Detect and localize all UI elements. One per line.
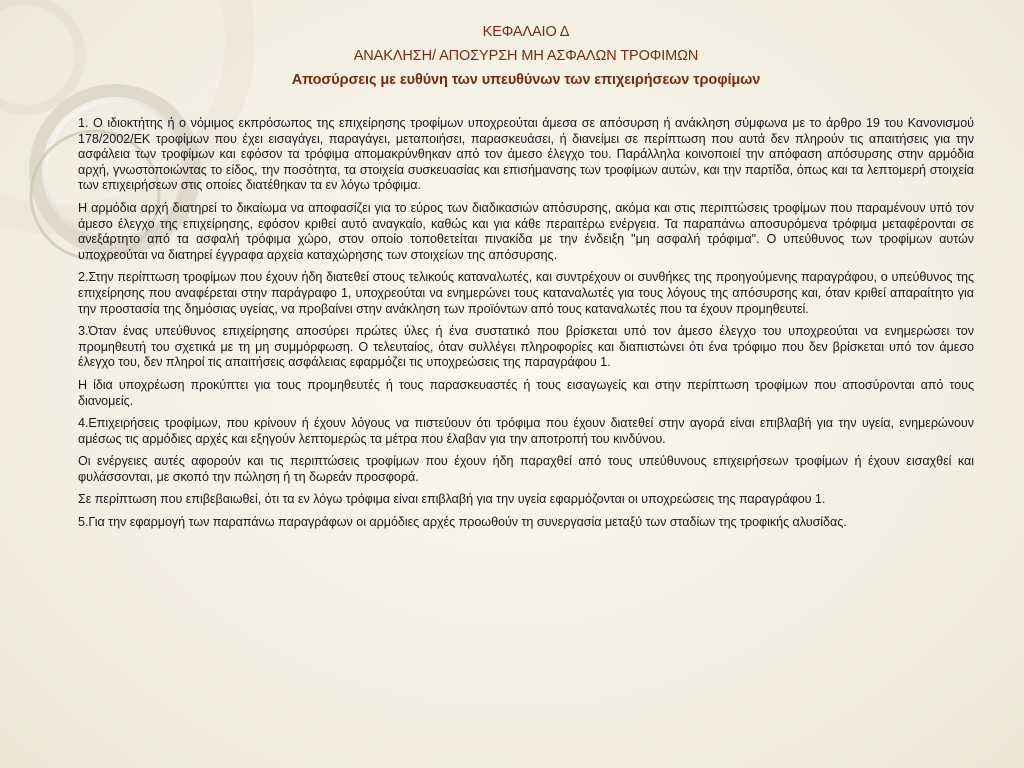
chapter-title: ΚΕΦΑΛΑΙΟ Δ bbox=[482, 24, 570, 40]
paragraph: Σε περίπτωση που επιβεβαιωθεί, ότι τα εν λόγω τρόφιμα είναι επιβλαβή για την υγεία εφαρμόζονται οι υποχρεώσεις της παραγράφου 1. bbox=[78, 492, 826, 507]
paragraph: Η ίδια υποχρέωση προκύπτει για τους προμηθευτές ή τους παρασκευαστές ή τους εισαγωγείς και στην περίπτωση τροφίμων που αποσύρονται από τους διανομείς. bbox=[78, 377, 974, 408]
section-subtitle: Αποσύρσεις με ευθύνη των υπευθύνων των επιχειρήσεων τροφίμων bbox=[291, 72, 761, 88]
paragraph: 1. Ο ιδιοκτήτης ή ο νόμιμος εκπρόσωπος της επιχείρησης τροφίμων υποχρεούται άμεσα σε απόσυρση ή ανάκληση σύμφωνα με το άρθρο 19 του Κανονισμού 178/2002/ΕΚ τροφίμων που έχει εισαγάγει, παραγάγει, μεταποιήσει, παρασκευάσει, ή διανείμει σε περίπτωση που αυτά δεν πληρούν τις απαιτήσεις για την ασφάλεια των τροφίμων και εφόσον τα τρόφιμα απομακρύνθηκαν από τον άμεσο έλεγχο του. Παράλληλα κοινοποιεί την απόφαση απόσυρσης στην αρμόδια αρχή, γνωστοποιώντας το είδος, την ποσότητα, τα στοιχεία συσκευασίας και επισήμανσης των τροφίμων αυτών, και την παρτίδα, όπως και τα λεπτομερή στοιχεία των επιχειρήσεων στις οποίες διατέθηκαν τα εν λόγω τρόφιμα. bbox=[78, 116, 974, 193]
paragraph: 4.Επιχειρήσεις τροφίμων, που κρίνουν ή έχουν λόγους να πιστεύουν ότι τρόφιμα που έχουν διατεθεί στην αγορά είναι επιβλαβή για την υγεία, ενημερώνουν αμέσως τις αρμόδιες αρχές και εξηγούν λεπτομερώς τα μέτρα που έλαβαν για την αποτροπή του κινδύνου. bbox=[78, 416, 974, 446]
paragraph: Η αρμόδια αρχή διατηρεί το δικαίωμα να αποφασίζει για το εύρος των διαδικασιών απόσυρσης, ακόμα και στις περιπτώσεις τροφίμων που παραμένουν υπό τον άμεσο έλεγχο της επιχείρησης, εφόσον κριθεί αυτό αναγκαίο, καθώς και για κάθε περαιτέρω ενέργεια. Τα παραπάνω αποσυρόμενα τρόφιμα μεταφέρονται σε ανεξάρτητο από τα ασφαλή τρόφιμα χώρο, στον οποίο τοποθετείται πινακίδα με την ένδειξη "μη ασφαλή τρόφιμα". Ο υπεύθυνος των τροφίμων αυτών υποχρεούται να διατηρεί έγγραφα αρχεία καταχώρησης των στοιχείων της απόσυρσης. bbox=[78, 200, 974, 262]
paragraph: Οι ενέργειες αυτές αφορούν και τις περιπτώσεις τροφίμων που έχουν ήδη παραχθεί από τους υπεύθυνους επιχειρήσεων τροφίμων ή έχουν εισαχθεί και φυλάσσονται, με σκοπό την πώληση ή τη δωρεάν προσφορά. bbox=[78, 454, 974, 484]
body-text bbox=[78, 116, 974, 531]
paragraph: 3.Όταν ένας υπεύθυνος επιχείρησης αποσύρει πρώτες ύλες ή ένα συστατικό που βρίσκεται υπό τον άμεσο έλεγχο του υποχρεούται να ενημερώσει τον προμηθευτή του σχετικά με τη μη συμμόρφωση. Ο τελευταίος, όταν συλλέγει πληροφορίες και διαπιστώνει ότι ένα τρόφιμο που δεν βρίσκεται υπό τον άμεσο έλεγχο του, δεν πληροί τις απαιτήσεις ασφάλειας εφαρμόζει τις υποχρεώσεις της παραγράφου 1. bbox=[78, 324, 974, 370]
slide-heading bbox=[78, 20, 974, 92]
slide-content bbox=[78, 14, 974, 538]
paragraph: 2.Στην περίπτωση τροφίμων που έχουν ήδη διατεθεί στους τελικούς καταναλωτές, και συντρέχουν οι συνθήκες της προηγούμενης παραγράφου, ο υπεύθυνος της επιχείρησης που αναφέρεται στην παράγραφο 1, υποχρεούται να ενημερώνει τους καταναλωτές για τους λόγους της απόσυρσης και, όταν κριθεί απαραίτητο για την προστασία της δημόσιας υγείας, να προβαίνει στην ανάκληση των προϊόντων από τους καταναλωτές που τα έχουν προμηθευτεί. bbox=[78, 270, 974, 316]
section-title: ΑΝΑΚΛΗΣΗ/ ΑΠΟΣΥΡΣΗ ΜΗ ΑΣΦΑΛΩΝ ΤΡΟΦΙΜΩΝ bbox=[353, 48, 699, 64]
paragraph: 5.Για την εφαρμογή των παραπάνω παραγράφων οι αρμόδιες αρχές προωθούν τη συνεργασία μεταξύ των σταδίων της τροφικής αλυσίδας. bbox=[78, 515, 847, 530]
